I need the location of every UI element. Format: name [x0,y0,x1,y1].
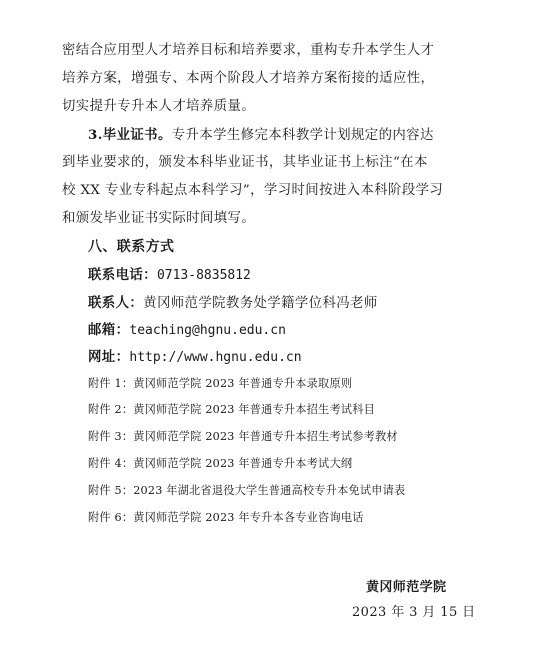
attachment-item: 附件 5：2023 年湖北省退役大学生普通高校专升本免试申请表 [88,484,406,497]
contact-website-label: 网址： [88,349,130,365]
contact-person [88,293,378,314]
body-text-line: 密结合应用型人才培养目标和培养要求，重构专升本学生人才 [62,43,435,58]
contact-website-value: http://www.hgnu.edu.cn [129,350,302,365]
contact-phone-value: 0713-8835812 [156,268,251,283]
contact-email-label: 邮箱： [88,322,130,338]
attachment-item: 附件 1：黄冈师范学院 2023 年普通专升本录取原则 [88,377,353,390]
attachment-item: 附件 3：黄冈师范学院 2023 年普通专升本招生考试参考教材 [88,430,398,443]
body-text-line: 切实提升专升本人才培养质量。 [62,99,256,114]
signature-date: 2023 年 3 月 15 日 [352,605,476,620]
contact-phone [88,265,251,286]
contact-person-value: 黄冈师范学院教务处学籍学位科冯老师 [143,296,378,311]
body-text-line: 到毕业要求的，颁发本科毕业证书，其毕业证书上标注“在本 [62,155,428,170]
cert-item-line [88,125,434,146]
cert-item-title: 3.毕业证书。 [88,127,172,143]
contact-email [88,320,286,341]
signature-org: 黄冈师范学院 [366,580,447,595]
cert-item-text: 专升本学生修完本科教学计划规定的内容达 [171,128,434,143]
contact-phone-label: 联系电话： [88,267,157,283]
contact-website [88,347,302,368]
section-heading: 八、联系方式 [88,239,175,255]
attachment-item: 附件 6：黄冈师范学院 2023 年专升本各专业咨询电话 [88,511,364,524]
body-text-line: 校 XX 专业专科起点本科学习”，学习时间按进入本科阶段学习 [62,183,444,198]
body-text-line: 培养方案，增强专、本两个阶段人才培养方案衔接的适应性， [62,71,435,86]
body-text-line: 和颁发毕业证书实际时间填写。 [62,211,256,226]
contact-email-value: teaching@hgnu.edu.cn [129,323,286,338]
attachment-item: 附件 2：黄冈师范学院 2023 年普通专升本招生考试科目 [88,403,375,416]
contact-person-label: 联系人： [88,295,144,311]
attachment-item: 附件 4：黄冈师范学院 2023 年普通专升本考试大纲 [88,457,353,470]
